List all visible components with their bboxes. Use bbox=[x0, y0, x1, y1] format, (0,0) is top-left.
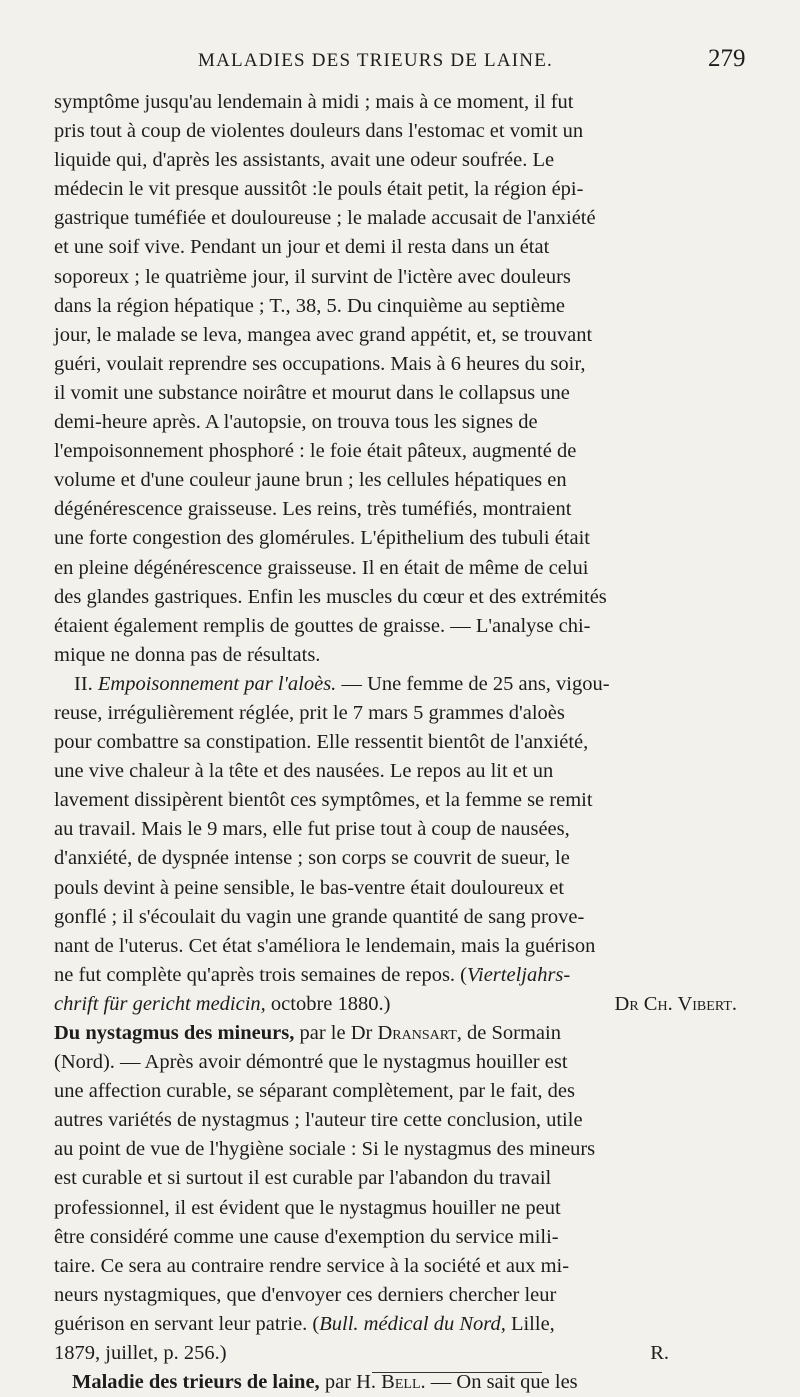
text-span: une affection curable, se séparant complètement, par le fait, des bbox=[54, 1080, 575, 1103]
text-line bbox=[54, 612, 749, 641]
text-line bbox=[54, 583, 749, 612]
text-line bbox=[54, 1194, 749, 1223]
text-line bbox=[54, 1368, 749, 1397]
text-span: reuse, irrégulièrement réglée, prit le 7 mars 5 grammes d'aloès bbox=[54, 701, 565, 724]
text-line bbox=[54, 874, 749, 903]
author-name: H. Bell. bbox=[356, 1371, 426, 1394]
text-line bbox=[54, 554, 749, 583]
text-line bbox=[54, 437, 749, 466]
text-span: soporeux ; le quatrième jour, il survint de l'ictère avec douleurs bbox=[54, 265, 571, 288]
text-span: par bbox=[319, 1371, 357, 1394]
text-line bbox=[54, 961, 749, 990]
text-line bbox=[54, 146, 749, 175]
text-line bbox=[54, 1164, 749, 1193]
text-span: une vive chaleur à la tête et des nausées. Le repos au lit et un bbox=[54, 760, 554, 783]
author-name: Dransart, bbox=[377, 1022, 462, 1044]
text-line bbox=[54, 495, 749, 524]
text-span: symptôme jusqu'au lendemain à midi ; mais à ce moment, il fut bbox=[54, 91, 574, 113]
text-line bbox=[54, 1135, 749, 1164]
text-span: en pleine dégénérescence graisseuse. Il en était de même de celui bbox=[54, 556, 589, 579]
text-line bbox=[54, 990, 749, 1019]
text-line bbox=[54, 1048, 749, 1077]
citation-title: Vierteljahrs- bbox=[467, 963, 571, 986]
page-header bbox=[0, 40, 800, 80]
article-heading: Du nystagmus des mineurs, bbox=[54, 1022, 295, 1044]
text-span: gonflé ; il s'écoulait du vagin une grande quantité de sang prove- bbox=[54, 905, 585, 928]
text-span: gastrique tuméfiée et douloureuse ; le malade accusait de l'anxiété bbox=[54, 207, 596, 230]
citation-title: chrift für gericht medicin, bbox=[54, 992, 266, 1015]
text-line bbox=[54, 844, 749, 873]
text-line bbox=[54, 1223, 749, 1252]
text-span: d'anxiété, de dyspnée intense ; son corps se couvrit de sueur, le bbox=[54, 847, 570, 870]
text-line bbox=[54, 1252, 749, 1281]
text-span: taire. Ce sera au contraire rendre service à la société et aux mi- bbox=[54, 1254, 570, 1277]
text-span: au point de vue de l'hygiène sociale : Si le nystagmus des mineurs bbox=[54, 1138, 596, 1161]
text-line bbox=[54, 175, 749, 204]
text-line bbox=[54, 699, 749, 728]
text-span: — On sait que les bbox=[425, 1371, 578, 1394]
text-span: volume et d'une couleur jaune brun ; les cellules hépatiques en bbox=[54, 469, 567, 492]
text-line bbox=[54, 670, 749, 699]
text-span: mique ne donna pas de résultats. bbox=[54, 643, 321, 666]
text-line bbox=[54, 466, 749, 495]
text-line bbox=[54, 204, 749, 233]
text-line bbox=[54, 233, 749, 262]
text-line bbox=[54, 641, 749, 670]
text-span: autres variétés de nystagmus ; l'auteur tire cette conclusion, utile bbox=[54, 1109, 583, 1132]
running-title: MALADIES DES TRIEURS DE LAINE. bbox=[198, 50, 553, 71]
text-line bbox=[54, 350, 749, 379]
text-span: octobre 1880.) bbox=[265, 992, 391, 1015]
text-line bbox=[54, 728, 749, 757]
citation-title: Bull. médical du Nord, bbox=[319, 1312, 506, 1335]
text-span: lavement dissipèrent bientôt ces symptômes, et la femme se remit bbox=[54, 789, 593, 812]
text-line bbox=[54, 379, 749, 408]
text-span: l'empoisonnement phosphoré : le foie était pâteux, augmenté de bbox=[54, 440, 577, 463]
page-number: 279 bbox=[708, 45, 746, 72]
text-span: dans la région hépatique ; T., 38, 5. Du cinquième au septième bbox=[54, 294, 566, 317]
text-span: une forte congestion des glomérules. L'épithelium des tubuli était bbox=[54, 527, 590, 550]
text-span: il vomit une substance noirâtre et mourut dans le collapsus une bbox=[54, 381, 570, 404]
text-span: (Nord). — Après avoir démontré que le nystagmus houiller est bbox=[54, 1051, 568, 1074]
text-line bbox=[54, 1019, 749, 1048]
text-line bbox=[54, 1077, 749, 1106]
text-span: — Une femme de 25 ans, vigou- bbox=[336, 672, 610, 695]
text-line bbox=[54, 1106, 749, 1135]
text-span: ne fut complète qu'après trois semaines de repos. ( bbox=[54, 963, 467, 986]
text-span: médecin le vit presque aussitôt :le pouls était petit, la région épi- bbox=[54, 178, 584, 201]
text-line bbox=[54, 408, 749, 437]
text-span: et une soif vive. Pendant un jour et demi il resta dans un état bbox=[54, 236, 550, 259]
text-span: au travail. Mais le 9 mars, elle fut prise tout à coup de nausées, bbox=[54, 818, 570, 841]
text-line bbox=[54, 88, 749, 117]
text-line bbox=[54, 321, 749, 350]
text-span: pris tout à coup de violentes douleurs dans l'estomac et vomit un bbox=[54, 120, 584, 143]
text-span: pouls devint à peine sensible, le bas-ventre était douloureux et bbox=[54, 876, 565, 899]
text-span: est curable et si surtout il est curable par l'abandon du travail bbox=[54, 1167, 552, 1190]
text-line bbox=[54, 903, 749, 932]
text-span: des glandes gastriques. Enfin les muscles du cœur et des extrémités bbox=[54, 585, 607, 608]
separator-rule bbox=[372, 1372, 542, 1373]
text-span: demi-heure après. A l'autopsie, on trouva tous les signes de bbox=[54, 411, 538, 434]
text-span: professionnel, il est évident que le nystagmus houiller ne peut bbox=[54, 1196, 561, 1219]
text-span: étaient également remplis de gouttes de graisse. — L'analyse chi- bbox=[54, 614, 591, 637]
text-line bbox=[54, 263, 749, 292]
author-signature: Dr Ch. Vibert. bbox=[614, 992, 737, 1015]
text-span: 1879, juillet, p. 256.) bbox=[54, 1342, 227, 1365]
author-signature: R. bbox=[650, 1342, 669, 1365]
text-span: jour, le malade se leva, mangea avec grand appétit, et, se trouvant bbox=[54, 323, 593, 346]
text-span: être considéré comme une cause d'exemption du service mili- bbox=[54, 1225, 559, 1248]
text-line bbox=[54, 815, 749, 844]
text-span: par le Dr bbox=[294, 1022, 378, 1044]
text-span: neurs nystagmiques, que d'envoyer ces derniers chercher leur bbox=[54, 1283, 557, 1306]
text-line bbox=[54, 1339, 749, 1368]
text-line bbox=[54, 117, 749, 146]
text-line bbox=[54, 932, 749, 961]
text-span: II. bbox=[74, 672, 98, 695]
text-line bbox=[54, 786, 749, 815]
text-line bbox=[54, 1281, 749, 1310]
text-line bbox=[54, 757, 749, 786]
article-heading: Maladie des trieurs de laine, bbox=[72, 1371, 320, 1394]
text-line bbox=[54, 524, 749, 553]
section-title: Empoisonnement par l'aloès. bbox=[97, 672, 337, 695]
body-text bbox=[54, 88, 749, 1397]
text-line bbox=[54, 1310, 749, 1339]
text-span: pour combattre sa constipation. Elle ressentit bientôt de l'anxiété, bbox=[54, 731, 589, 754]
text-span: de Sormain bbox=[461, 1022, 561, 1044]
text-span: liquide qui, d'après les assistants, avait une odeur soufrée. Le bbox=[54, 149, 555, 172]
text-span: dégénérescence graisseuse. Les reins, très tuméfiés, montraient bbox=[54, 498, 572, 521]
text-line bbox=[54, 292, 749, 321]
text-span: guéri, voulait reprendre ses occupations. Mais à 6 heures du soir, bbox=[54, 352, 586, 375]
text-span: Lille, bbox=[505, 1312, 555, 1335]
text-span: nant de l'uterus. Cet état s'améliora le lendemain, mais la guérison bbox=[54, 934, 596, 957]
text-span: guérison en servant leur patrie. ( bbox=[54, 1312, 320, 1335]
